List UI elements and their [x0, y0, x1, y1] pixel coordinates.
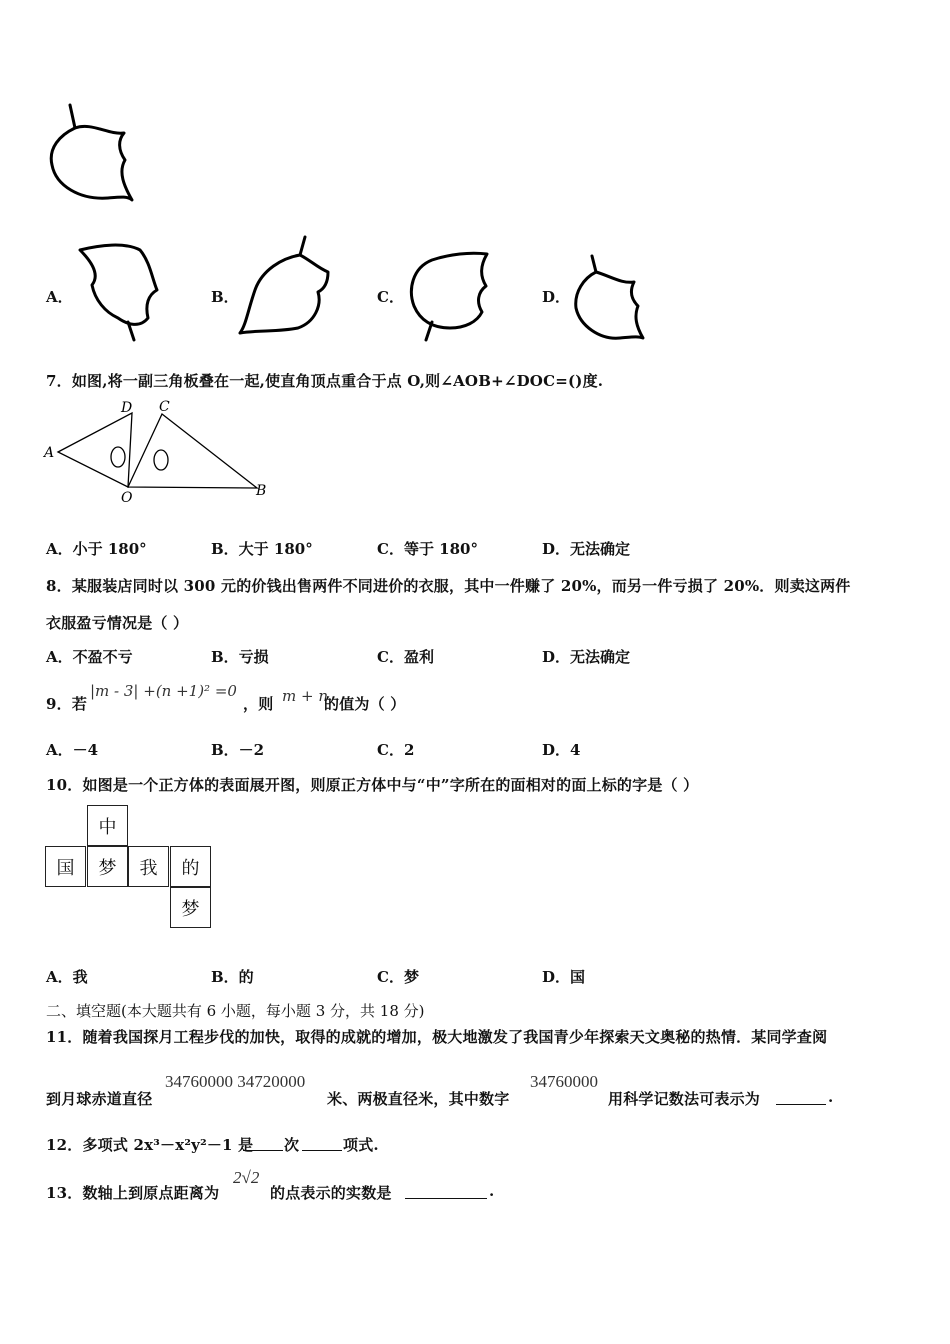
- q11-end: .: [828, 1088, 834, 1106]
- q9-option-d[interactable]: D．4: [542, 741, 581, 759]
- q11-part3: 用科学记数法可表示为: [608, 1090, 761, 1108]
- q6-option-a[interactable]: A．: [46, 288, 73, 306]
- q11-answer-blank[interactable]: [776, 1090, 826, 1105]
- angle-mark-left: [111, 447, 125, 467]
- triangle-ocb: [128, 414, 257, 488]
- q9-equation: |m - 3| +(n +1)² =0: [90, 682, 237, 700]
- label-a: A: [44, 445, 55, 461]
- label-d: D: [121, 400, 133, 416]
- cube-face-2: 梦: [87, 846, 128, 887]
- q13-prefix: 13．数轴上到原点距离为: [46, 1184, 220, 1202]
- q11-number-pair: 34760000 34720000: [165, 1072, 306, 1091]
- q11-number: 34760000: [530, 1072, 598, 1091]
- cube-face-4: 的: [170, 846, 211, 887]
- q10-option-c[interactable]: C．梦: [377, 968, 419, 986]
- q13-radical: 2√2: [233, 1168, 260, 1187]
- q6-option-b[interactable]: B．: [211, 288, 239, 306]
- cube-face-top: 中: [87, 805, 128, 846]
- label-b: B: [256, 483, 267, 499]
- section-2-title: 二、填空题(本大题共有 6 小题，每小题 3 分，共 18 分): [46, 1002, 425, 1020]
- q9-prefix: 9．若: [46, 695, 88, 713]
- q8-stem-line1: 8．某服装店同时以 300 元的价钱出售两件不同进价的衣服，其中一件赚了 20%，而另一件亏损了 20%．则卖这两件: [46, 577, 851, 595]
- angle-mark-right: [154, 450, 168, 470]
- q8-option-a[interactable]: A．不盈不亏: [46, 648, 133, 666]
- q10-option-a[interactable]: A．我: [46, 968, 88, 986]
- q7-stem: 7．如图,将一副三角板叠在一起,使直角顶点重合于点 O,则∠AOB+∠DOC=()度.: [46, 372, 604, 390]
- q13-answer-blank[interactable]: [405, 1184, 487, 1199]
- q12-prefix: 12．多项式 2x³－x²y²－1 是: [46, 1136, 254, 1154]
- q10-option-b[interactable]: B．的: [211, 968, 254, 986]
- q8-option-d[interactable]: D．无法确定: [542, 648, 631, 666]
- q9-suffix: 的值为（ ）: [324, 695, 406, 713]
- q12-blank-degree[interactable]: [243, 1136, 283, 1151]
- q10-option-d[interactable]: D．国: [542, 968, 586, 986]
- q9-option-b[interactable]: B．－2: [211, 741, 265, 759]
- q9-option-c[interactable]: C．2: [377, 741, 415, 759]
- q8-option-c[interactable]: C．盈利: [377, 648, 434, 666]
- q9-option-a[interactable]: A．－4: [46, 741, 99, 759]
- cube-face-1: 国: [45, 846, 86, 887]
- q6-option-c[interactable]: C．: [377, 288, 404, 306]
- q13-end: .: [489, 1182, 495, 1200]
- q12-blank-terms[interactable]: [302, 1136, 342, 1151]
- q13-suffix: 的点表示的实数是: [270, 1184, 392, 1202]
- q6-option-d[interactable]: D．: [542, 288, 571, 306]
- label-o: O: [121, 490, 133, 506]
- q11-part2: 米、两极直径米，其中数字: [327, 1090, 510, 1108]
- q12-suffix: 项式.: [343, 1136, 379, 1154]
- q12-mid: 次: [284, 1136, 300, 1154]
- cube-face-3: 我: [128, 846, 169, 887]
- triangle-aod: [58, 413, 132, 487]
- label-c: C: [159, 399, 170, 415]
- q9-mid: ，则: [243, 695, 274, 713]
- q7-option-c[interactable]: C．等于 180°: [377, 540, 478, 558]
- cube-face-bottom: 梦: [170, 887, 211, 928]
- q7-option-a[interactable]: A．小于 180°: [46, 540, 147, 558]
- q9-expression: m + n: [282, 687, 328, 705]
- q8-stem-line2: 衣服盈亏情况是（ ）: [46, 614, 189, 632]
- q11-stem-line1: 11．随着我国探月工程步伐的加快，取得的成就的增加，极大地激发了我国青少年探索天文奥秘的热情．某同学查阅: [46, 1028, 828, 1046]
- q10-stem: 10．如图是一个正方体的表面展开图，则原正方体中与“中”字所在的面相对的面上标的字是（ ）: [46, 776, 699, 794]
- q7-option-d[interactable]: D．无法确定: [542, 540, 631, 558]
- q7-option-b[interactable]: B．大于 180°: [211, 540, 313, 558]
- q8-option-b[interactable]: B．亏损: [211, 648, 269, 666]
- q11-part1: 到月球赤道直径: [46, 1090, 153, 1108]
